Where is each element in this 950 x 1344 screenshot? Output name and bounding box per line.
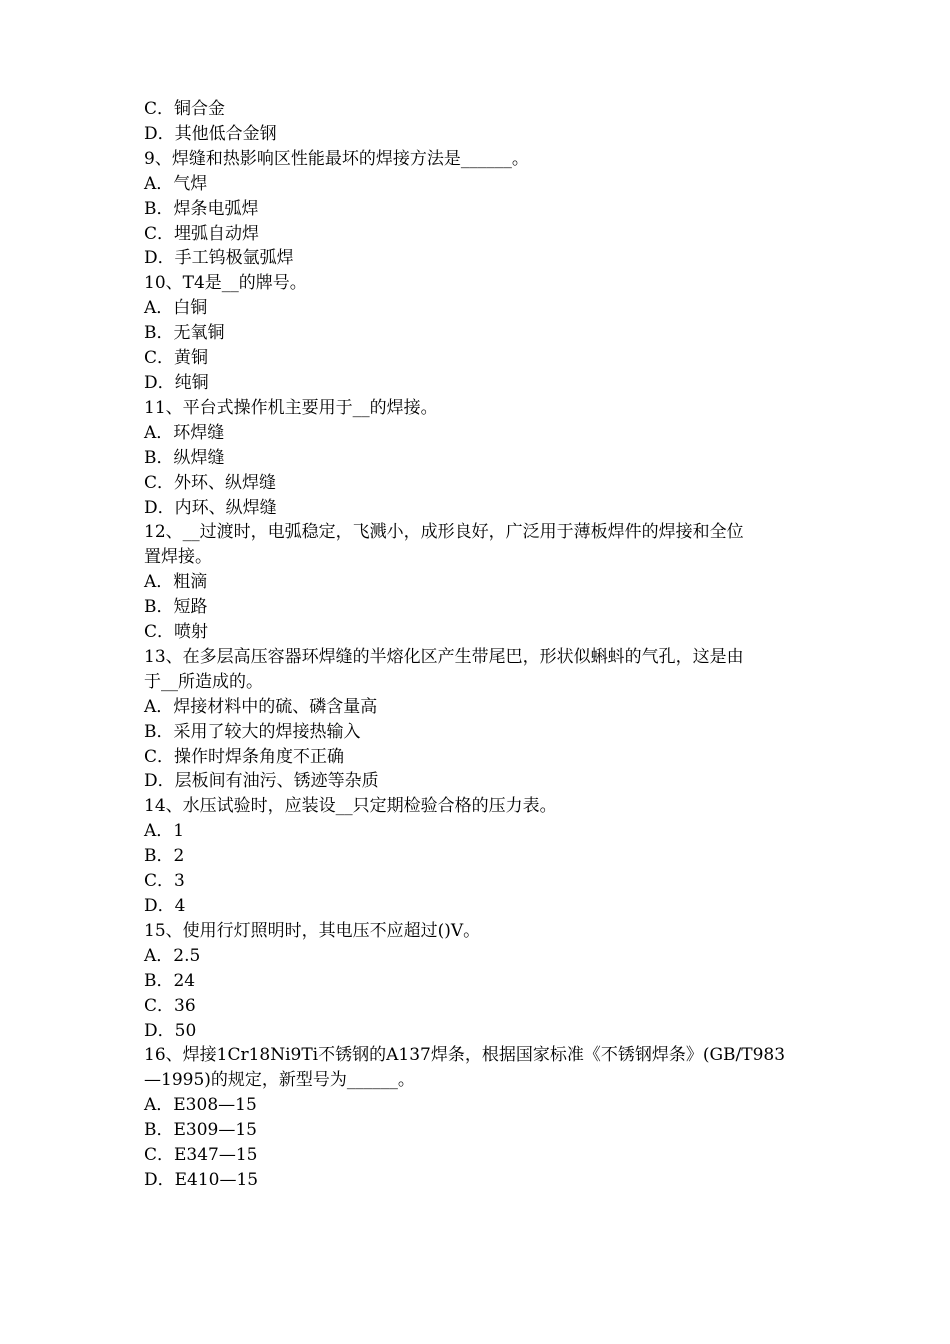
text-line: 13、在多层高压容器环焊缝的半熔化区产生带尾巴，形状似蝌蚪的气孔，这是由 xyxy=(144,646,744,667)
text-line: 16、焊接1Cr18Ni9Ti不锈钢的A137焊条，根据国家标准《不锈钢焊条》(GB/T983 xyxy=(144,1045,786,1066)
text-line: 置焊接。 xyxy=(144,547,212,568)
text-line: D．其他低合金钢 xyxy=(144,123,277,144)
text-line: B．短路 xyxy=(144,597,208,618)
text-line: B．无氧铜 xyxy=(144,323,225,344)
text-line: D．层板间有油污、锈迹等杂质 xyxy=(144,771,379,792)
text-line: 15、使用行灯照明时，其电压不应超过()V。 xyxy=(144,920,481,941)
text-line: B．24 xyxy=(144,970,196,991)
text-line: 9、焊缝和热影响区性能最坏的焊接方法是______。 xyxy=(144,148,529,169)
text-line: A．焊接材料中的硫、磷含量高 xyxy=(144,696,378,717)
text-line: B．2 xyxy=(144,846,185,867)
text-line: A．白铜 xyxy=(144,298,208,319)
text-line: A．1 xyxy=(144,821,185,842)
text-line: 12、__过渡时，电弧稳定，飞溅小，成形良好，广泛用于薄板焊件的焊接和全位 xyxy=(144,522,744,543)
text-line: B．E309—15 xyxy=(144,1120,257,1141)
text-line: 14、水压试验时，应装设__只定期检验合格的压力表。 xyxy=(144,796,557,817)
text-line: D．纯铜 xyxy=(144,372,209,393)
text-line: B．焊条电弧焊 xyxy=(144,198,259,219)
text-line: D．E410—15 xyxy=(144,1169,259,1190)
text-line: 11、平台式操作机主要用于__的焊接。 xyxy=(144,397,438,418)
text-line: B．纵焊缝 xyxy=(144,447,225,468)
text-line: C．3 xyxy=(144,871,185,892)
text-line: A．环焊缝 xyxy=(144,422,225,443)
text-line: C．外环、纵焊缝 xyxy=(144,472,277,493)
text-line: D．4 xyxy=(144,896,186,916)
text-line: A．E308—15 xyxy=(144,1095,257,1116)
text-line: D．手工钨极氩弧焊 xyxy=(144,248,294,269)
text-line: C．埋弧自动焊 xyxy=(144,223,260,244)
text-line: C．铜合金 xyxy=(144,99,226,119)
text-line: C．操作时焊条角度不正确 xyxy=(144,746,345,767)
text-line: —1995)的规定，新型号为______。 xyxy=(144,1070,415,1091)
text-line: A．粗滴 xyxy=(144,572,208,593)
text-line: C．36 xyxy=(144,995,196,1016)
question-list xyxy=(144,97,824,1193)
text-line: B．采用了较大的焊接热输入 xyxy=(144,721,361,742)
text-line: 于__所造成的。 xyxy=(144,671,263,692)
text-line: A．气焊 xyxy=(144,173,208,194)
text-line: D．50 xyxy=(144,1020,197,1041)
text-line: 10、T4是__的牌号。 xyxy=(144,273,307,294)
text-line: C．喷射 xyxy=(144,622,209,643)
text-line: C．黄铜 xyxy=(144,348,209,369)
text-line: A．2.5 xyxy=(144,945,201,966)
text-line: D．内环、纵焊缝 xyxy=(144,497,277,518)
text-line: C．E347—15 xyxy=(144,1145,258,1166)
